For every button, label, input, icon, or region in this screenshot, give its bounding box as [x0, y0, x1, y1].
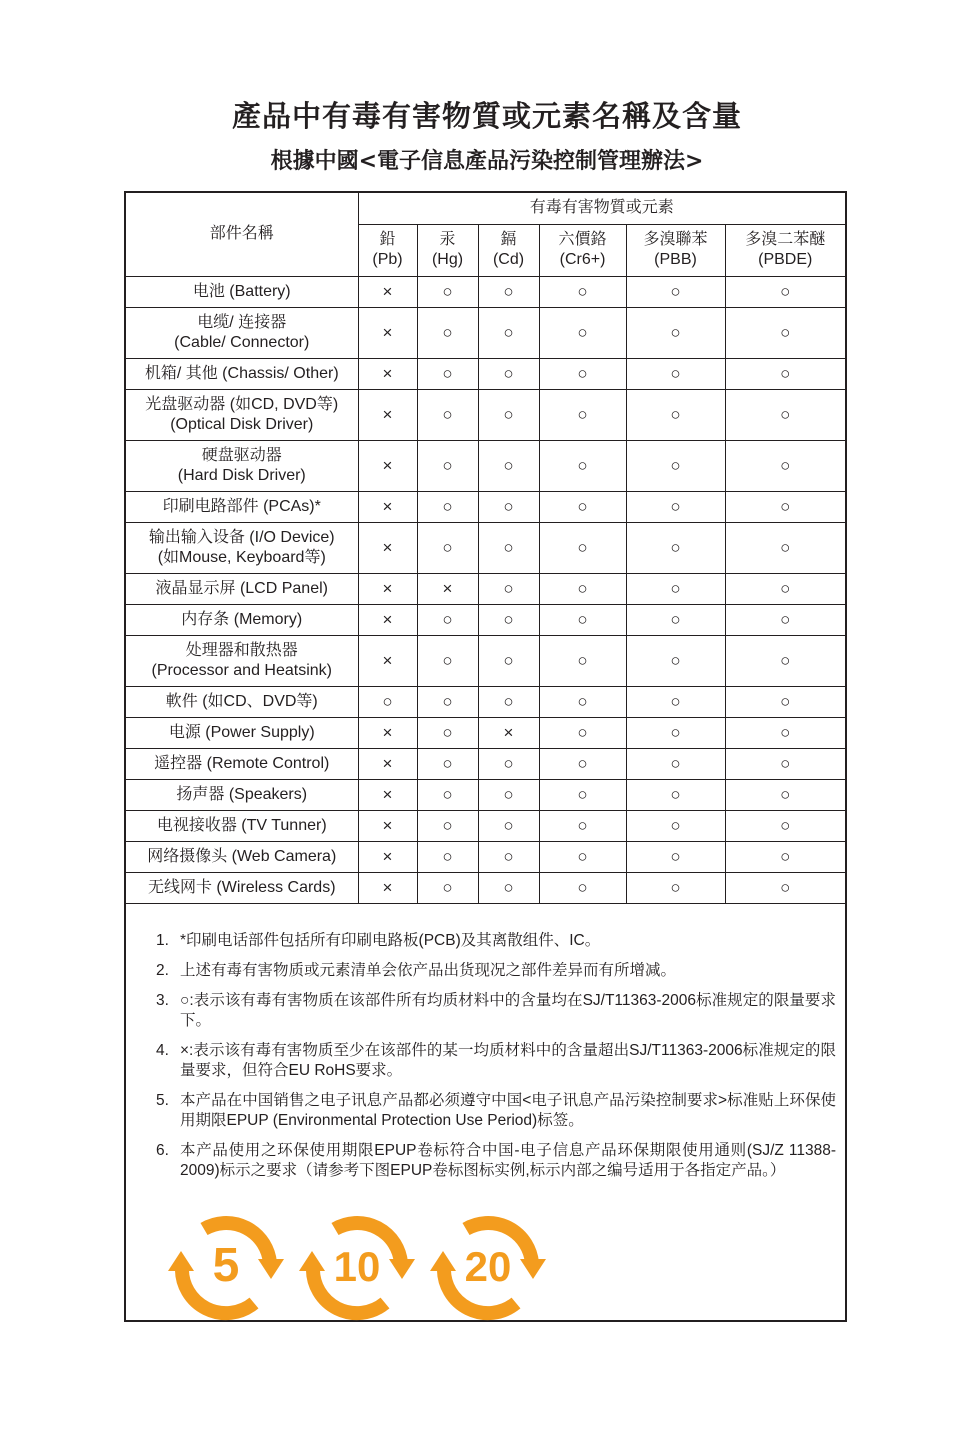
substance-value-cell: ○ — [539, 307, 626, 358]
substance-value-cell: ○ — [725, 307, 845, 358]
substance-value-cell: ○ — [725, 686, 845, 717]
table-row — [126, 686, 845, 717]
substance-column-header — [358, 224, 417, 276]
note-text: 本产品使用之环保使用期限EPUP卷标符合中国-电子信息产品环保期限使用通则(SJ/Z 11388-2009)标示之要求（请参考下图EPUP卷标图标实例,标示内部之编号适用于各指定产品。） — [180, 1142, 836, 1179]
substance-value-cell: ○ — [478, 573, 539, 604]
substance-column-header — [725, 224, 845, 276]
part-name-english: (Optical Disk Driver) — [170, 415, 314, 433]
substance-value-cell: ○ — [626, 779, 725, 810]
substance-value-cell: × — [358, 717, 417, 748]
substance-value-cell: ○ — [626, 841, 725, 872]
substance-value-cell: ○ — [417, 779, 478, 810]
substance-value-cell: ○ — [539, 686, 626, 717]
substance-value-cell: ○ — [539, 604, 626, 635]
note-item — [156, 991, 836, 1031]
table-row — [126, 779, 845, 810]
substance-value-cell: ○ — [478, 635, 539, 686]
substance-value-cell: ○ — [626, 389, 725, 440]
substance-value-cell: ○ — [725, 635, 845, 686]
substance-name: 鎘 — [500, 231, 517, 248]
substance-value-cell: ○ — [539, 635, 626, 686]
note-text: ×:表示该有毒有害物质至少在该部件的某一均质材料中的含量超出SJ/T11363-2006标准规定的限量要求，但符合EU RoHS要求。 — [180, 1042, 836, 1079]
substance-value-cell: ○ — [478, 841, 539, 872]
substance-value-cell: × — [417, 573, 478, 604]
substance-value-cell: ○ — [417, 522, 478, 573]
substance-value-cell: × — [478, 717, 539, 748]
substance-value-cell: ○ — [626, 686, 725, 717]
hazardous-substance-table — [126, 193, 845, 904]
substance-value-cell: × — [358, 779, 417, 810]
substance-value-cell: ○ — [478, 779, 539, 810]
substance-value-cell: ○ — [417, 491, 478, 522]
substance-symbol: (PBB) — [654, 251, 697, 268]
part-name-cell — [126, 635, 358, 686]
substance-value-cell: ○ — [478, 440, 539, 491]
substance-value-cell: ○ — [725, 358, 845, 389]
substance-name: 多溴二苯醚 — [745, 231, 826, 248]
substance-symbol: (Hg) — [431, 251, 464, 268]
substance-value-cell: ○ — [725, 872, 845, 903]
substance-value-cell: ○ — [417, 717, 478, 748]
part-name-cell — [126, 491, 358, 522]
substance-value-cell: ○ — [725, 276, 845, 307]
page-subtitle: 根據中國<電子信息產品污染控制管理辦法> — [270, 149, 704, 174]
part-name-cell — [126, 686, 358, 717]
substance-value-cell: ○ — [539, 810, 626, 841]
part-name: 电缆/ 连接器 — [197, 313, 287, 331]
part-name: 无线网卡 (Wireless Cards) — [147, 878, 336, 896]
substance-value-cell: × — [358, 307, 417, 358]
substance-value-cell: ○ — [417, 440, 478, 491]
part-name-cell — [126, 389, 358, 440]
substance-value-cell: ○ — [478, 276, 539, 307]
table-row — [126, 389, 845, 440]
epup-years: 5 — [212, 1239, 240, 1292]
substance-value-cell: ○ — [417, 841, 478, 872]
substance-value-cell: × — [358, 573, 417, 604]
substance-symbol: (Cd) — [492, 251, 525, 268]
substance-value-cell: × — [358, 841, 417, 872]
substance-symbol: (PBDE) — [758, 251, 813, 268]
substance-value-cell: ○ — [417, 635, 478, 686]
note-number: 2. — [156, 962, 169, 979]
note-item — [156, 1091, 836, 1131]
part-name-english: (Cable/ Connector) — [174, 333, 310, 351]
substance-value-cell: ○ — [626, 276, 725, 307]
substance-column-header — [539, 224, 626, 276]
substance-value-cell: ○ — [478, 872, 539, 903]
substance-symbol: (Cr6+) — [559, 251, 606, 268]
substance-value-cell: ○ — [539, 522, 626, 573]
substance-value-cell: ○ — [725, 779, 845, 810]
substance-value-cell: ○ — [417, 604, 478, 635]
table-row — [126, 635, 845, 686]
part-name-cell — [126, 748, 358, 779]
table-row — [126, 276, 845, 307]
substance-value-cell: ○ — [725, 522, 845, 573]
table-row — [126, 717, 845, 748]
part-name-cell — [126, 358, 358, 389]
substance-value-cell: × — [358, 440, 417, 491]
substance-value-cell: ○ — [626, 635, 725, 686]
table-row — [126, 748, 845, 779]
note-item — [156, 961, 836, 981]
substance-column-header — [478, 224, 539, 276]
substance-value-cell: × — [358, 358, 417, 389]
substance-symbol: (Pb) — [372, 251, 403, 268]
substance-value-cell: ○ — [539, 276, 626, 307]
substance-value-cell: ○ — [725, 717, 845, 748]
notes-list — [156, 931, 836, 1191]
part-name: 电源 (Power Supply) — [168, 723, 315, 741]
substance-value-cell: ○ — [626, 307, 725, 358]
substance-value-cell: ○ — [626, 440, 725, 491]
document-frame — [124, 191, 847, 1322]
note-text: 本产品在中国销售之电子讯息产品都必须遵守中国<电子讯息产品污染控制要求>标准贴上环保使用期限EPUP (Environmental Protection Use Period)标签。 — [180, 1092, 836, 1129]
substance-value-cell: ○ — [417, 358, 478, 389]
substance-value-cell: ○ — [539, 573, 626, 604]
substance-value-cell: × — [358, 748, 417, 779]
part-name: 电视接收器 (TV Tunner) — [156, 816, 327, 834]
substance-value-cell: × — [358, 491, 417, 522]
note-text: ○:表示该有毒有害物质在该部件所有均质材料中的含量均在SJ/T11363-2006标准规定的限量要求下。 — [180, 992, 836, 1029]
substance-column-header — [417, 224, 478, 276]
substance-value-cell: ○ — [626, 358, 725, 389]
substance-value-cell: ○ — [725, 841, 845, 872]
table-row — [126, 358, 845, 389]
epup-recycle-icon — [428, 1211, 548, 1321]
substance-group-header: 有毒有害物質或元素 — [358, 193, 845, 224]
part-name-cell — [126, 522, 358, 573]
note-number: 6. — [156, 1142, 169, 1159]
part-name-cell — [126, 841, 358, 872]
substance-value-cell: ○ — [539, 841, 626, 872]
substance-value-cell: ○ — [358, 686, 417, 717]
substance-value-cell: ○ — [725, 389, 845, 440]
note-text: 上述有毒有害物质或元素清单会依产品出货现况之部件差异而有所增减。 — [180, 962, 677, 979]
table-row — [126, 841, 845, 872]
note-item — [156, 931, 836, 951]
substance-value-cell: × — [358, 389, 417, 440]
note-item — [156, 1141, 836, 1181]
part-name: 軟件 (如CD、DVD等) — [165, 692, 318, 710]
substance-value-cell: ○ — [417, 686, 478, 717]
table-row — [126, 491, 845, 522]
substance-value-cell: ○ — [539, 440, 626, 491]
substance-column-header — [626, 224, 725, 276]
substance-value-cell: × — [358, 276, 417, 307]
table-row — [126, 307, 845, 358]
epup-logos — [166, 1211, 566, 1321]
part-name-english: (Hard Disk Driver) — [177, 466, 306, 484]
epup-years: 20 — [464, 1243, 512, 1290]
substance-value-cell: × — [358, 604, 417, 635]
substance-value-cell: ○ — [478, 604, 539, 635]
substance-value-cell: ○ — [417, 389, 478, 440]
table-row — [126, 810, 845, 841]
substance-value-cell: ○ — [626, 717, 725, 748]
substance-value-cell: ○ — [417, 276, 478, 307]
part-name-cell — [126, 779, 358, 810]
substance-value-cell: ○ — [725, 491, 845, 522]
part-name-cell — [126, 440, 358, 491]
substance-value-cell: ○ — [725, 573, 845, 604]
substance-value-cell: ○ — [539, 717, 626, 748]
part-name: 网络摄像头 (Web Camera) — [147, 847, 337, 865]
part-name: 光盘驱动器 (如CD, DVD等) — [145, 395, 339, 413]
part-name-cell — [126, 573, 358, 604]
part-name-cell — [126, 307, 358, 358]
substance-value-cell: ○ — [478, 748, 539, 779]
substance-value-cell: ○ — [539, 748, 626, 779]
note-number: 3. — [156, 992, 169, 1009]
substance-name: 汞 — [439, 231, 456, 248]
part-name-cell — [126, 717, 358, 748]
substance-value-cell: × — [358, 810, 417, 841]
note-number: 4. — [156, 1042, 169, 1059]
part-name: 印刷电路部件 (PCAs)* — [162, 497, 321, 515]
substance-value-cell: ○ — [539, 779, 626, 810]
part-name: 液晶显示屏 (LCD Panel) — [155, 579, 328, 597]
substance-value-cell: ○ — [626, 491, 725, 522]
table-row — [126, 522, 845, 573]
substance-value-cell: ○ — [478, 686, 539, 717]
table-row — [126, 604, 845, 635]
part-name-cell — [126, 276, 358, 307]
substance-value-cell: ○ — [478, 389, 539, 440]
substance-value-cell: ○ — [478, 522, 539, 573]
substance-name: 鉛 — [379, 231, 396, 248]
substance-value-cell: ○ — [626, 604, 725, 635]
part-name-cell — [126, 810, 358, 841]
part-name-english: (Processor and Heatsink) — [151, 661, 332, 679]
substance-value-cell: ○ — [626, 522, 725, 573]
substance-value-cell: ○ — [725, 440, 845, 491]
substance-value-cell: ○ — [478, 491, 539, 522]
substance-name: 六價鉻 — [558, 231, 607, 248]
epup-years: 10 — [333, 1243, 381, 1290]
substance-value-cell: ○ — [539, 872, 626, 903]
part-name: 遥控器 (Remote Control) — [154, 754, 330, 772]
part-name: 硬盘驱动器 — [201, 446, 282, 464]
substance-name: 多溴聯苯 — [643, 231, 708, 248]
substance-value-cell: ○ — [626, 573, 725, 604]
substance-value-cell: ○ — [626, 810, 725, 841]
substance-value-cell: ○ — [725, 604, 845, 635]
part-name: 内存条 (Memory) — [181, 610, 303, 628]
substance-value-cell: × — [358, 872, 417, 903]
substance-value-cell: ○ — [539, 389, 626, 440]
substance-value-cell: ○ — [478, 810, 539, 841]
part-name-cell — [126, 872, 358, 903]
substance-value-cell: ○ — [725, 748, 845, 779]
substance-value-cell: ○ — [478, 307, 539, 358]
substance-value-cell: ○ — [725, 810, 845, 841]
substance-value-cell: ○ — [417, 307, 478, 358]
substance-value-cell: ○ — [626, 872, 725, 903]
table-row — [126, 573, 845, 604]
substance-value-cell: ○ — [417, 748, 478, 779]
epup-recycle-icon — [166, 1211, 286, 1321]
part-name-cell — [126, 604, 358, 635]
part-name: 处理器和散热器 — [185, 641, 298, 659]
substance-value-cell: ○ — [478, 358, 539, 389]
part-name-header: 部件名稱 — [126, 193, 358, 276]
note-number: 1. — [156, 932, 169, 949]
note-text: *印刷电话部件包括所有印刷电路板(PCB)及其离散组件、IC。 — [180, 932, 601, 949]
note-number: 5. — [156, 1092, 169, 1109]
part-name: 扬声器 (Speakers) — [176, 785, 308, 803]
table-row — [126, 872, 845, 903]
substance-value-cell: × — [358, 522, 417, 573]
substance-value-cell: ○ — [539, 491, 626, 522]
part-name: 输出输入设备 (I/O Device) — [148, 528, 335, 546]
substance-value-cell: × — [358, 635, 417, 686]
page-title: 產品中有毒有害物質或元素名稱及含量 — [231, 99, 742, 133]
substance-value-cell: ○ — [417, 872, 478, 903]
part-name: 电池 (Battery) — [192, 282, 291, 300]
substance-value-cell: ○ — [626, 748, 725, 779]
table-row — [126, 440, 845, 491]
part-name-english: (如Mouse, Keyboard等) — [157, 548, 326, 566]
substance-value-cell: ○ — [539, 358, 626, 389]
substance-value-cell: ○ — [417, 810, 478, 841]
part-name: 机箱/ 其他 (Chassis/ Other) — [144, 364, 339, 382]
note-item — [156, 1041, 836, 1081]
epup-recycle-icon — [297, 1211, 417, 1321]
